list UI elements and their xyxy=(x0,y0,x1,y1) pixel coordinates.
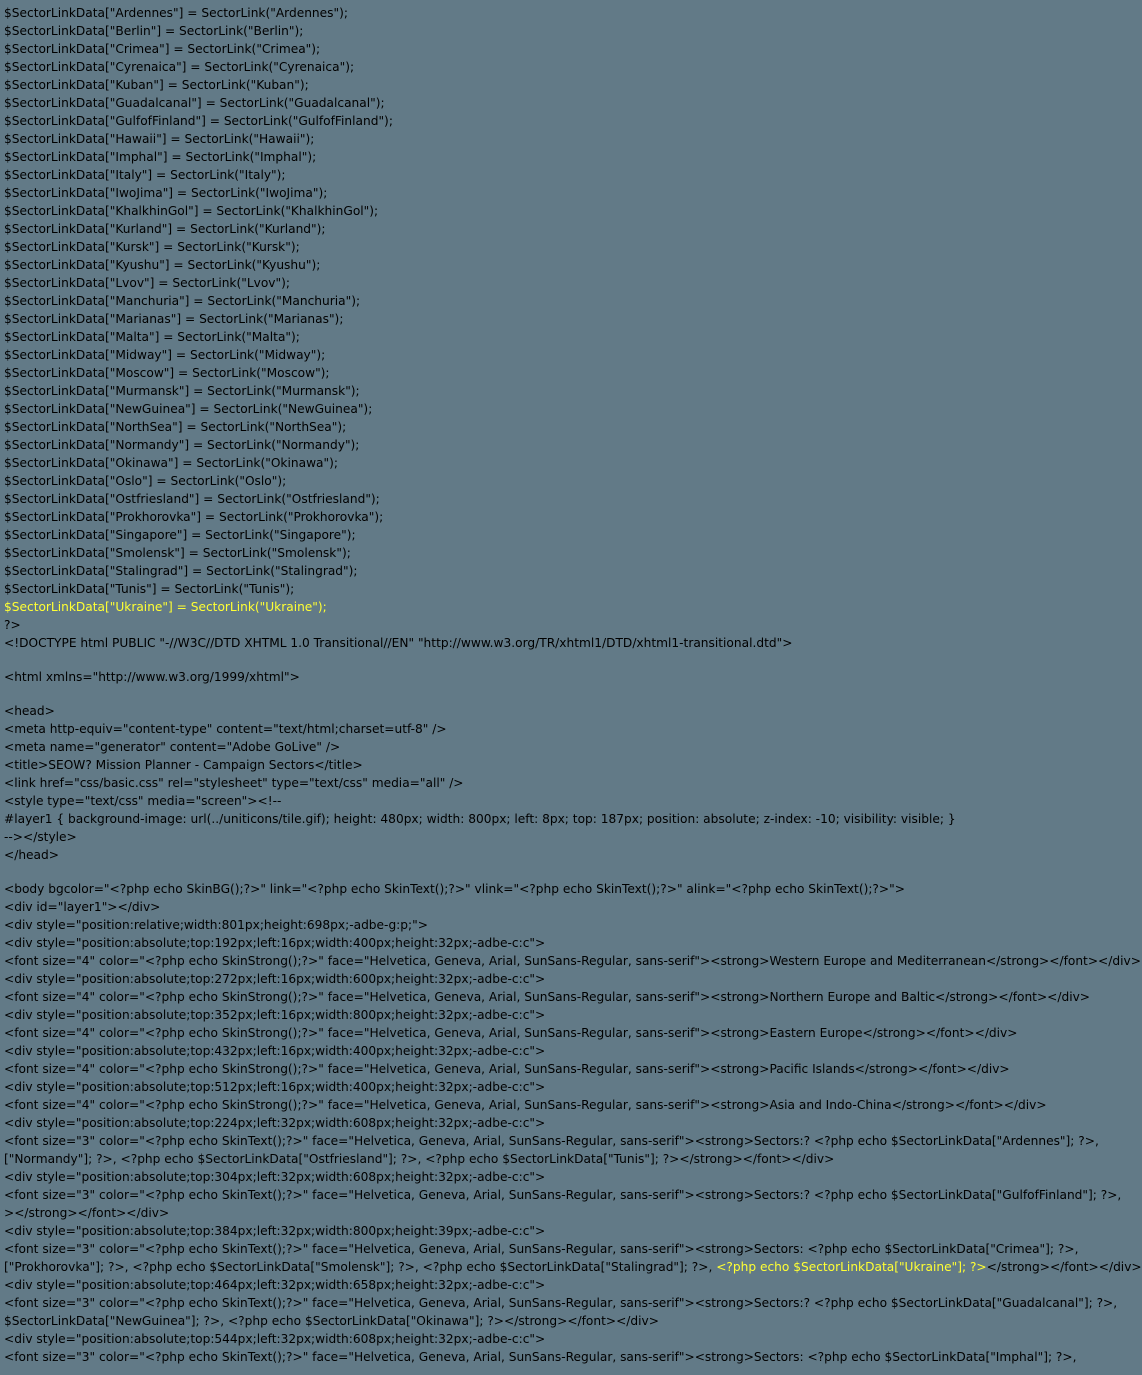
code-line-text: $SectorLinkData["Cyrenaica"] = SectorLink("Cyrenaica"); xyxy=(4,60,355,74)
code-line xyxy=(4,400,1058,418)
code-line xyxy=(4,274,1058,292)
code-line xyxy=(4,166,1058,184)
code-line-text: $SectorLinkData["Okinawa"] = SectorLink("Okinawa"); xyxy=(4,456,338,470)
code-line-text: $SectorLinkData["Oslo"] = SectorLink("Oslo"); xyxy=(4,474,287,488)
code-line-text: <div style="position:absolute;top:352px;left:16px;width:800px;height:32px;-adbe-c:c"> xyxy=(4,1008,546,1022)
code-line xyxy=(4,1078,1058,1096)
code-line xyxy=(4,792,1058,810)
code-line xyxy=(4,22,1058,40)
code-line-text: <div style="position:absolute;top:512px;left:16px;width:400px;height:32px;-adbe-c:c"> xyxy=(4,1080,546,1094)
code-line-text: <div style="position:absolute;top:384px;left:32px;width:800px;height:39px;-adbe-c:c"> xyxy=(4,1224,546,1238)
code-line xyxy=(4,472,1058,490)
code-line xyxy=(4,598,1058,616)
code-line xyxy=(4,686,1058,702)
code-line-text: $SectorLinkData["Kurland"] = SectorLink("Kurland"); xyxy=(4,222,326,236)
code-line xyxy=(4,652,1058,668)
code-line xyxy=(4,544,1058,562)
code-line-text: $SectorLinkData["KhalkhinGol"] = SectorLink("KhalkhinGol"); xyxy=(4,204,379,218)
code-line-text: <div id="layer1"></div> xyxy=(4,900,161,914)
code-line-text: <font size="3" color="<?php echo SkinText();?>" face="Helvetica, Geneva, Arial, SunSans-Regular, sans-serif"><strong>Sectors:? <?php echo $SectorLinkData["Ardennes"]; ?>, xyxy=(4,1134,1099,1148)
code-line-text: <div style="position:absolute;top:272px;left:16px;width:600px;height:32px;-adbe-c:c"> xyxy=(4,972,546,986)
code-line-text: $SectorLinkData["NewGuinea"] = SectorLink("NewGuinea"); xyxy=(4,402,373,416)
code-line xyxy=(4,1294,1118,1312)
code-line-text: $SectorLinkData["Murmansk"] = SectorLink("Murmansk"); xyxy=(4,384,360,398)
code-line xyxy=(4,112,1058,130)
code-line-text: <div style="position:absolute;top:192px;left:16px;width:400px;height:32px;-adbe-c:c"> xyxy=(4,936,546,950)
code-line-text: <head> xyxy=(4,704,55,718)
code-line-text: $SectorLinkData["Midway"] = SectorLink("Midway"); xyxy=(4,348,326,362)
code-line xyxy=(4,810,1058,828)
code-line-text: $SectorLinkData["Singapore"] = SectorLink("Singapore"); xyxy=(4,528,356,542)
code-line xyxy=(4,346,1058,364)
code-line-text: <font size="3" color="<?php echo SkinText();?>" face="Helvetica, Geneva, Arial, SunSans-Regular, sans-serif"><strong>Sectors: <?php echo $SectorLinkData["Crimea"]; ?>, xyxy=(4,1242,1079,1256)
code-line xyxy=(4,702,1058,720)
code-line xyxy=(4,382,1058,400)
code-line xyxy=(4,562,1058,580)
code-line xyxy=(4,1204,1058,1222)
code-line xyxy=(4,880,1058,898)
code-line xyxy=(4,1150,1058,1168)
code-line xyxy=(4,1258,1142,1276)
code-line xyxy=(4,4,1058,22)
code-line-text: ?> xyxy=(4,618,21,632)
code-line-text: </head> xyxy=(4,848,59,862)
code-line-tail: </strong></font></div> xyxy=(986,1260,1142,1274)
code-line xyxy=(4,508,1058,526)
code-line xyxy=(4,1312,1058,1330)
code-line-text: <div style="position:absolute;top:224px;left:32px;width:608px;height:32px;-adbe-c:c"> xyxy=(4,1116,546,1130)
code-line xyxy=(4,1348,1077,1366)
code-line xyxy=(4,94,1058,112)
code-line xyxy=(4,898,1058,916)
code-line xyxy=(4,774,1058,792)
code-line-text: <font size="3" color="<?php echo SkinText();?>" face="Helvetica, Geneva, Arial, SunSans-Regular, sans-serif"><strong>Sectors: <?php echo $SectorLinkData["Imphal"]; ?>, xyxy=(4,1350,1077,1364)
code-line xyxy=(4,916,1058,934)
code-line-text: $SectorLinkData["Guadalcanal"] = SectorLink("Guadalcanal"); xyxy=(4,96,385,110)
code-line-text: <font size="4" color="<?php echo SkinStrong();?>" face="Helvetica, Geneva, Arial, SunSans-Regular, sans-serif"><strong>Western Europe and Mediterranean</strong></font></div> xyxy=(4,954,1141,968)
code-line xyxy=(4,864,1058,880)
code-line-text: <div style="position:absolute;top:544px;left:32px;width:608px;height:32px;-adbe-c:c"> xyxy=(4,1332,546,1346)
code-line xyxy=(4,76,1058,94)
code-line-text: <link href="css/basic.css" rel="stylesheet" type="text/css" media="all" /> xyxy=(4,776,464,790)
code-line-text: ["Prokhorovka"]; ?>, <?php echo $SectorLinkData["Smolensk"]; ?>, <?php echo $SectorLinkData["Stalingrad"]; ?>, xyxy=(4,1260,717,1274)
code-line xyxy=(4,220,1058,238)
code-line-text: <html xmlns="http://www.w3.org/1999/xhtml"> xyxy=(4,670,300,684)
code-line-text: $SectorLinkData["Malta"] = SectorLink("Malta"); xyxy=(4,330,300,344)
code-line-text: $SectorLinkData["Imphal"] = SectorLink("Imphal"); xyxy=(4,150,317,164)
code-line-highlight: <?php echo $SectorLinkData["Ukraine"]; ?> xyxy=(716,1260,987,1274)
code-line-text: <title>SEOW? Mission Planner - Campaign Sectors</title> xyxy=(4,758,363,772)
code-line xyxy=(4,148,1058,166)
code-line-text: $SectorLinkData["Lvov"] = SectorLink("Lvov"); xyxy=(4,276,290,290)
code-line xyxy=(4,202,1058,220)
code-line-text: <meta name="generator" content="Adobe GoLive" /> xyxy=(4,740,341,754)
code-line-text: --></style> xyxy=(4,830,77,844)
code-line xyxy=(4,1006,1058,1024)
code-line xyxy=(4,1042,1058,1060)
code-line-text: $SectorLinkData["NorthSea"] = SectorLink("NorthSea"); xyxy=(4,420,347,434)
code-line-text: <style type="text/css" media="screen"><!-- xyxy=(4,794,282,808)
code-line xyxy=(4,720,1058,738)
code-line xyxy=(4,738,1058,756)
code-line xyxy=(4,454,1058,472)
code-line-text: $SectorLinkData["IwoJima"] = SectorLink("IwoJima"); xyxy=(4,186,328,200)
code-line xyxy=(4,40,1058,58)
code-line xyxy=(4,846,1058,864)
code-line xyxy=(4,1186,1122,1204)
code-line-text: <body bgcolor="<?php echo SkinBG();?>" link="<?php echo SkinText();?>" vlink="<?php echo SkinText();?>" alink="<?php echo SkinText();?>"> xyxy=(4,882,905,896)
code-line xyxy=(4,1060,1058,1078)
code-line xyxy=(4,934,1058,952)
code-line-text: $SectorLinkData["Manchuria"] = SectorLink("Manchuria"); xyxy=(4,294,361,308)
code-line xyxy=(4,130,1058,148)
code-line xyxy=(4,970,1058,988)
code-line-text: $SectorLinkData["Normandy"] = SectorLink("Normandy"); xyxy=(4,438,360,452)
code-line-text: <font size="3" color="<?php echo SkinText();?>" face="Helvetica, Geneva, Arial, SunSans-Regular, sans-serif"><strong>Sectors:? <?php echo $SectorLinkData["GulfofFinland"]; ?>, xyxy=(4,1188,1122,1202)
code-line xyxy=(4,1240,1079,1258)
code-line-text: $SectorLinkData["Kuban"] = SectorLink("Kuban"); xyxy=(4,78,309,92)
code-line-text: $SectorLinkData["Stalingrad"] = SectorLink("Stalingrad"); xyxy=(4,564,358,578)
code-line-text: $SectorLinkData["Marianas"] = SectorLink("Marianas"); xyxy=(4,312,344,326)
code-line-text: <div style="position:relative;width:801px;height:698px;-adbe-g:p;"> xyxy=(4,918,428,932)
code-line xyxy=(4,1024,1058,1042)
code-line xyxy=(4,1132,1099,1150)
code-line xyxy=(4,58,1058,76)
code-line-text: ></strong></font></div> xyxy=(4,1206,170,1220)
code-line-text: $SectorLinkData["Prokhorovka"] = SectorLink("Prokhorovka"); xyxy=(4,510,384,524)
code-line-text: <!DOCTYPE html PUBLIC "-//W3C//DTD XHTML 1.0 Transitional//EN" "http://www.w3.org/TR/xhtml1/DTD/xhtml1-transitional.dtd"> xyxy=(4,636,793,650)
code-line-text: <font size="4" color="<?php echo SkinStrong();?>" face="Helvetica, Geneva, Arial, SunSans-Regular, sans-serif"><strong>Eastern Europe</strong></font></div> xyxy=(4,1026,1018,1040)
code-line xyxy=(4,418,1058,436)
code-line-text: $SectorLinkData["GulfofFinland"] = SectorLink("GulfofFinland"); xyxy=(4,114,393,128)
code-line xyxy=(4,526,1058,544)
code-line xyxy=(4,1168,1058,1186)
code-line xyxy=(4,668,1058,686)
code-line-text: <font size="4" color="<?php echo SkinStrong();?>" face="Helvetica, Geneva, Arial, SunSans-Regular, sans-serif"><strong>Pacific Islands</strong></font></div> xyxy=(4,1062,1010,1076)
code-line xyxy=(4,328,1058,346)
code-line xyxy=(4,256,1058,274)
code-line xyxy=(4,436,1058,454)
code-line xyxy=(4,292,1058,310)
code-line-text: <font size="3" color="<?php echo SkinText();?>" face="Helvetica, Geneva, Arial, SunSans-Regular, sans-serif"><strong>Sectors:? <?php echo $SectorLinkData["Guadalcanal"]; ?>, xyxy=(4,1296,1118,1310)
code-line xyxy=(4,1222,1058,1240)
code-line-text: <div style="position:absolute;top:432px;left:16px;width:400px;height:32px;-adbe-c:c"> xyxy=(4,1044,546,1058)
code-line xyxy=(4,364,1058,382)
code-line xyxy=(4,828,1058,846)
code-line xyxy=(4,1096,1058,1114)
code-line xyxy=(4,310,1058,328)
code-line-text: $SectorLinkData["Kyushu"] = SectorLink("Kyushu"); xyxy=(4,258,321,272)
code-line xyxy=(4,1276,1058,1294)
code-line-text: $SectorLinkData["NewGuinea"]; ?>, <?php echo $SectorLinkData["Okinawa"]; ?></strong></font></div> xyxy=(4,1314,659,1328)
code-line xyxy=(4,988,1091,1006)
code-line-text: ["Normandy"]; ?>, <?php echo $SectorLinkData["Ostfriesland"]; ?>, <?php echo $SectorLinkData["Tunis"]; ?></strong></font></div> xyxy=(4,1152,835,1166)
code-line-text: $SectorLinkData["Crimea"] = SectorLink("Crimea"); xyxy=(4,42,321,56)
code-line xyxy=(4,634,1058,652)
code-line xyxy=(4,952,1141,970)
code-line-text: <font size="4" color="<?php echo SkinStrong();?>" face="Helvetica, Geneva, Arial, SunSans-Regular, sans-serif"><strong>Northern Europe and Baltic</strong></font></div> xyxy=(4,990,1091,1004)
code-line xyxy=(4,238,1058,256)
code-line-text: $SectorLinkData["Berlin"] = SectorLink("Berlin"); xyxy=(4,24,304,38)
code-line-text: <meta http-equiv="content-type" content="text/html;charset=utf-8" /> xyxy=(4,722,447,736)
code-line-text: $SectorLinkData["Ostfriesland"] = SectorLink("Ostfriesland"); xyxy=(4,492,380,506)
code-line-text: $SectorLinkData["Moscow"] = SectorLink("Moscow"); xyxy=(4,366,330,380)
code-line xyxy=(4,756,1058,774)
code-line xyxy=(4,184,1058,202)
code-line xyxy=(4,490,1058,508)
code-line-text: $SectorLinkData["Smolensk"] = SectorLink("Smolensk"); xyxy=(4,546,351,560)
code-line-text: $SectorLinkData["Hawaii"] = SectorLink("Hawaii"); xyxy=(4,132,315,146)
code-line-text: $SectorLinkData["Ardennes"] = SectorLink("Ardennes"); xyxy=(4,6,348,20)
code-line xyxy=(4,1114,1058,1132)
code-line xyxy=(4,1330,1058,1348)
code-line-text: $SectorLinkData["Ukraine"] = SectorLink("Ukraine"); xyxy=(4,600,327,614)
code-line-text: $SectorLinkData["Tunis"] = SectorLink("Tunis"); xyxy=(4,582,295,596)
code-line-text: <div style="position:absolute;top:464px;left:32px;width:658px;height:32px;-adbe-c:c"> xyxy=(4,1278,546,1292)
code-line xyxy=(4,616,1058,634)
code-line-text: <div style="position:absolute;top:304px;left:32px;width:608px;height:32px;-adbe-c:c"> xyxy=(4,1170,546,1184)
code-line-text: #layer1 { background-image: url(../uniticons/tile.gif); height: 480px; width: 800px; left: 8px; top: 187px; position: absolute; z-index: -10; visibility: visible; } xyxy=(4,812,956,826)
code-line xyxy=(4,580,1058,598)
code-line-text: <font size="4" color="<?php echo SkinStrong();?>" face="Helvetica, Geneva, Arial, SunSans-Regular, sans-serif"><strong>Asia and Indo-China</strong></font></div> xyxy=(4,1098,1047,1112)
code-line-text: $SectorLinkData["Italy"] = SectorLink("Italy"); xyxy=(4,168,286,182)
code-line-text: $SectorLinkData["Kursk"] = SectorLink("Kursk"); xyxy=(4,240,300,254)
